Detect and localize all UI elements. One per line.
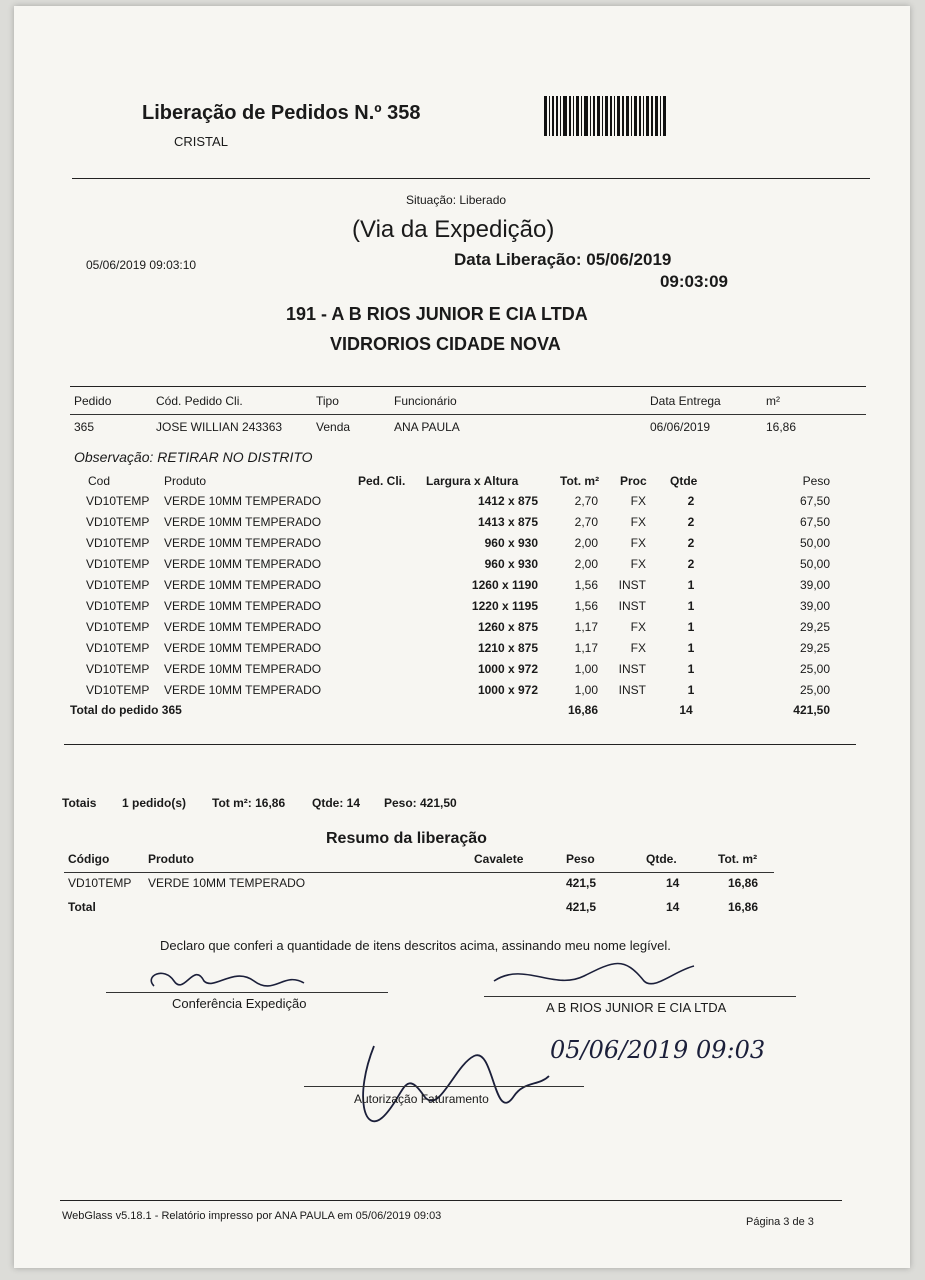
item-produto: VERDE 10MM TEMPERADO xyxy=(164,620,322,634)
summary-total-label: Total xyxy=(68,900,96,914)
item-produto: VERDE 10MM TEMPERADO xyxy=(164,494,322,508)
summary-tot: 16,86 xyxy=(728,876,759,890)
item-produto: VERDE 10MM TEMPERADO xyxy=(164,662,322,676)
client-name: 191 - A B RIOS JUNIOR E CIA LTDA xyxy=(286,304,588,324)
totals-qtde: Qtde: 14 xyxy=(312,796,361,810)
item-peso: 67,50 xyxy=(799,494,830,508)
header-divider xyxy=(72,178,870,179)
item-proc: FX xyxy=(630,620,646,634)
col-m2: m² xyxy=(766,394,780,408)
col-tot-m2: Tot. m² xyxy=(560,474,600,488)
item-produto: VERDE 10MM TEMPERADO xyxy=(164,557,322,571)
item-proc: INST xyxy=(618,599,646,613)
release-date: Data Liberação: 05/06/2019 xyxy=(454,250,672,269)
item-cod: VD10TEMP xyxy=(86,578,150,592)
item-tot-m2: 1,17 xyxy=(574,620,598,634)
item-qtde: 2 xyxy=(687,515,695,529)
item-dims: 1210 x 875 xyxy=(477,641,538,655)
table-row xyxy=(14,599,910,619)
item-proc: INST xyxy=(618,662,646,676)
item-dims: 1413 x 875 xyxy=(477,515,538,529)
table-row xyxy=(14,683,910,703)
report-page xyxy=(14,6,910,1268)
table-row xyxy=(14,494,910,514)
order-header-row xyxy=(14,394,910,414)
item-qtde: 2 xyxy=(687,494,695,508)
col-dims: Largura x Altura xyxy=(426,474,519,488)
item-peso: 25,00 xyxy=(799,662,830,676)
summary-codigo: VD10TEMP xyxy=(68,876,132,890)
summary-col-tot: Tot. m² xyxy=(718,852,758,866)
table-row xyxy=(14,662,910,682)
item-peso: 25,00 xyxy=(799,683,830,697)
item-proc: INST xyxy=(618,683,646,697)
col-funcionario: Funcionário xyxy=(394,394,457,408)
client-signature xyxy=(484,951,704,1001)
item-dims: 1260 x 875 xyxy=(477,620,538,634)
table-row xyxy=(14,578,910,598)
release-time: 09:03:09 xyxy=(659,272,728,291)
item-peso: 67,50 xyxy=(799,515,830,529)
summary-col-codigo: Código xyxy=(68,852,110,866)
item-qtde: 1 xyxy=(687,578,695,592)
report-title: Liberação de Pedidos N.º 358 xyxy=(142,102,421,124)
item-produto: VERDE 10MM TEMPERADO xyxy=(164,536,322,550)
item-dims: 1220 x 1195 xyxy=(471,599,538,613)
summary-col-produto: Produto xyxy=(148,852,194,866)
item-cod: VD10TEMP xyxy=(86,494,150,508)
col-ped-cli: Ped. Cli. xyxy=(358,474,406,488)
company-name: CRISTAL xyxy=(174,134,228,149)
authorization-label: Autorização Faturamento xyxy=(354,1092,489,1106)
item-qtde: 1 xyxy=(687,599,695,613)
order-values-row xyxy=(14,420,910,440)
col-proc: Proc xyxy=(620,474,647,488)
totals-pedidos: 1 pedido(s) xyxy=(122,796,187,810)
funcionario-value: ANA PAULA xyxy=(394,420,460,434)
item-dims: 1000 x 972 xyxy=(477,683,538,697)
via-label: (Via da Expedição) xyxy=(352,216,555,243)
observation: Observação: RETIRAR NO DISTRITO xyxy=(74,449,313,465)
items-bottom-line xyxy=(64,744,856,745)
item-tot-m2: 2,00 xyxy=(574,557,598,571)
item-cod: VD10TEMP xyxy=(86,662,150,676)
totals-m2: Tot m²: 16,86 xyxy=(212,796,286,810)
table-row xyxy=(14,620,910,640)
item-peso: 29,25 xyxy=(799,620,830,634)
order-total-m2: 16,86 xyxy=(567,703,598,717)
item-proc: FX xyxy=(630,515,646,529)
summary-peso: 421,5 xyxy=(566,876,597,890)
item-produto: VERDE 10MM TEMPERADO xyxy=(164,683,322,697)
summary-row xyxy=(14,876,910,896)
item-cod: VD10TEMP xyxy=(86,536,150,550)
item-proc: INST xyxy=(618,578,646,592)
declaration-text: Declaro que conferi a quantidade de itens descritos acima, assinando meu nome legível. xyxy=(160,938,671,953)
item-proc: FX xyxy=(630,494,646,508)
col-tipo: Tipo xyxy=(316,394,339,408)
summary-col-peso: Peso xyxy=(566,852,595,866)
client-signature-line xyxy=(484,996,796,997)
m2-value: 16,86 xyxy=(766,420,797,434)
item-produto: VERDE 10MM TEMPERADO xyxy=(164,515,322,529)
item-dims: 1260 x 1190 xyxy=(471,578,538,592)
summary-col-qtde: Qtde. xyxy=(646,852,677,866)
item-produto: VERDE 10MM TEMPERADO xyxy=(164,641,322,655)
item-cod: VD10TEMP xyxy=(86,641,150,655)
expedition-signature xyxy=(134,951,334,996)
order-total-row xyxy=(14,703,910,723)
summary-total-tot: 16,86 xyxy=(728,900,759,914)
col-peso: Peso xyxy=(802,474,830,488)
item-peso: 29,25 xyxy=(799,641,830,655)
col-pedido: Pedido xyxy=(74,394,112,408)
expedition-label: Conferência Expedição xyxy=(172,996,307,1011)
col-cod-cli: Cód. Pedido Cli. xyxy=(156,394,243,408)
item-tot-m2: 2,00 xyxy=(574,536,598,550)
barcode xyxy=(544,96,668,136)
item-tot-m2: 1,56 xyxy=(574,599,598,613)
summary-total-peso: 421,5 xyxy=(566,900,597,914)
item-peso: 39,00 xyxy=(799,578,830,592)
item-dims: 1000 x 972 xyxy=(477,662,538,676)
item-dims: 960 x 930 xyxy=(484,557,538,571)
item-peso: 50,00 xyxy=(799,536,830,550)
table-row xyxy=(14,515,910,535)
handwritten-date: 05/06/2019 09:03 xyxy=(550,1036,766,1064)
order-top-line xyxy=(70,386,866,387)
tipo-value: Venda xyxy=(316,420,351,434)
item-tot-m2: 1,17 xyxy=(574,641,598,655)
summary-header-row xyxy=(14,852,910,872)
client-label: A B RIOS JUNIOR E CIA LTDA xyxy=(546,1000,727,1015)
item-peso: 50,00 xyxy=(799,557,830,571)
summary-total-qtde: 14 xyxy=(666,900,680,914)
col-qtde: Qtde xyxy=(670,474,698,488)
item-qtde: 1 xyxy=(687,683,695,697)
data-entrega-value: 06/06/2019 xyxy=(650,420,711,434)
item-proc: FX xyxy=(630,536,646,550)
item-proc: FX xyxy=(630,641,646,655)
pedido-value: 365 xyxy=(74,420,95,434)
item-cod: VD10TEMP xyxy=(86,683,150,697)
summary-title: Resumo da liberação xyxy=(326,830,487,847)
order-total-peso: 421,50 xyxy=(793,703,830,717)
table-row xyxy=(14,536,910,556)
order-header-line xyxy=(70,414,866,415)
item-cod: VD10TEMP xyxy=(86,620,150,634)
totals-row xyxy=(14,796,910,816)
item-dims: 960 x 930 xyxy=(484,536,538,550)
item-tot-m2: 1,00 xyxy=(574,683,598,697)
table-row xyxy=(14,557,910,577)
item-qtde: 1 xyxy=(687,662,695,676)
items-header-row xyxy=(14,474,910,494)
authorization-signature xyxy=(344,1026,564,1136)
item-qtde: 2 xyxy=(687,536,695,550)
authorization-signature-line xyxy=(304,1086,584,1087)
item-cod: VD10TEMP xyxy=(86,599,150,613)
client-store: VIDRORIOS CIDADE NOVA xyxy=(330,334,561,354)
item-tot-m2: 1,00 xyxy=(574,662,598,676)
item-peso: 39,00 xyxy=(799,599,830,613)
table-row xyxy=(14,641,910,661)
order-total-qtde: 14 xyxy=(679,703,693,717)
summary-produto: VERDE 10MM TEMPERADO xyxy=(148,876,306,890)
totals-peso: Peso: 421,50 xyxy=(384,796,457,810)
situation: Situação: Liberado xyxy=(406,193,507,207)
item-tot-m2: 1,56 xyxy=(574,578,598,592)
col-cod: Cod xyxy=(88,474,111,488)
item-qtde: 1 xyxy=(687,641,695,655)
summary-header-line xyxy=(64,872,774,873)
item-qtde: 1 xyxy=(687,620,695,634)
printed-timestamp: 05/06/2019 09:03:10 xyxy=(86,258,197,272)
footer-printed-by: WebGlass v5.18.1 - Relatório impresso por ANA PAULA em 05/06/2019 09:03 xyxy=(62,1210,442,1222)
expedition-signature-line xyxy=(106,992,388,993)
footer-page: Página 3 de 3 xyxy=(746,1216,814,1228)
item-qtde: 2 xyxy=(687,557,695,571)
item-tot-m2: 2,70 xyxy=(574,494,598,508)
item-cod: VD10TEMP xyxy=(86,557,150,571)
item-proc: FX xyxy=(630,557,646,571)
order-total-label: Total do pedido 365 xyxy=(70,703,182,717)
item-tot-m2: 2,70 xyxy=(574,515,598,529)
item-produto: VERDE 10MM TEMPERADO xyxy=(164,599,322,613)
summary-col-cavalete: Cavalete xyxy=(474,852,524,866)
item-produto: VERDE 10MM TEMPERADO xyxy=(164,578,322,592)
cod-cli-value: JOSE WILLIAN 243363 xyxy=(156,420,283,434)
summary-qtde: 14 xyxy=(666,876,680,890)
item-cod: VD10TEMP xyxy=(86,515,150,529)
totals-label: Totais xyxy=(62,796,97,810)
item-dims: 1412 x 875 xyxy=(477,494,538,508)
col-data-entrega: Data Entrega xyxy=(650,394,721,408)
col-produto: Produto xyxy=(164,474,207,488)
footer-line xyxy=(60,1200,842,1201)
summary-total-row xyxy=(14,900,910,920)
